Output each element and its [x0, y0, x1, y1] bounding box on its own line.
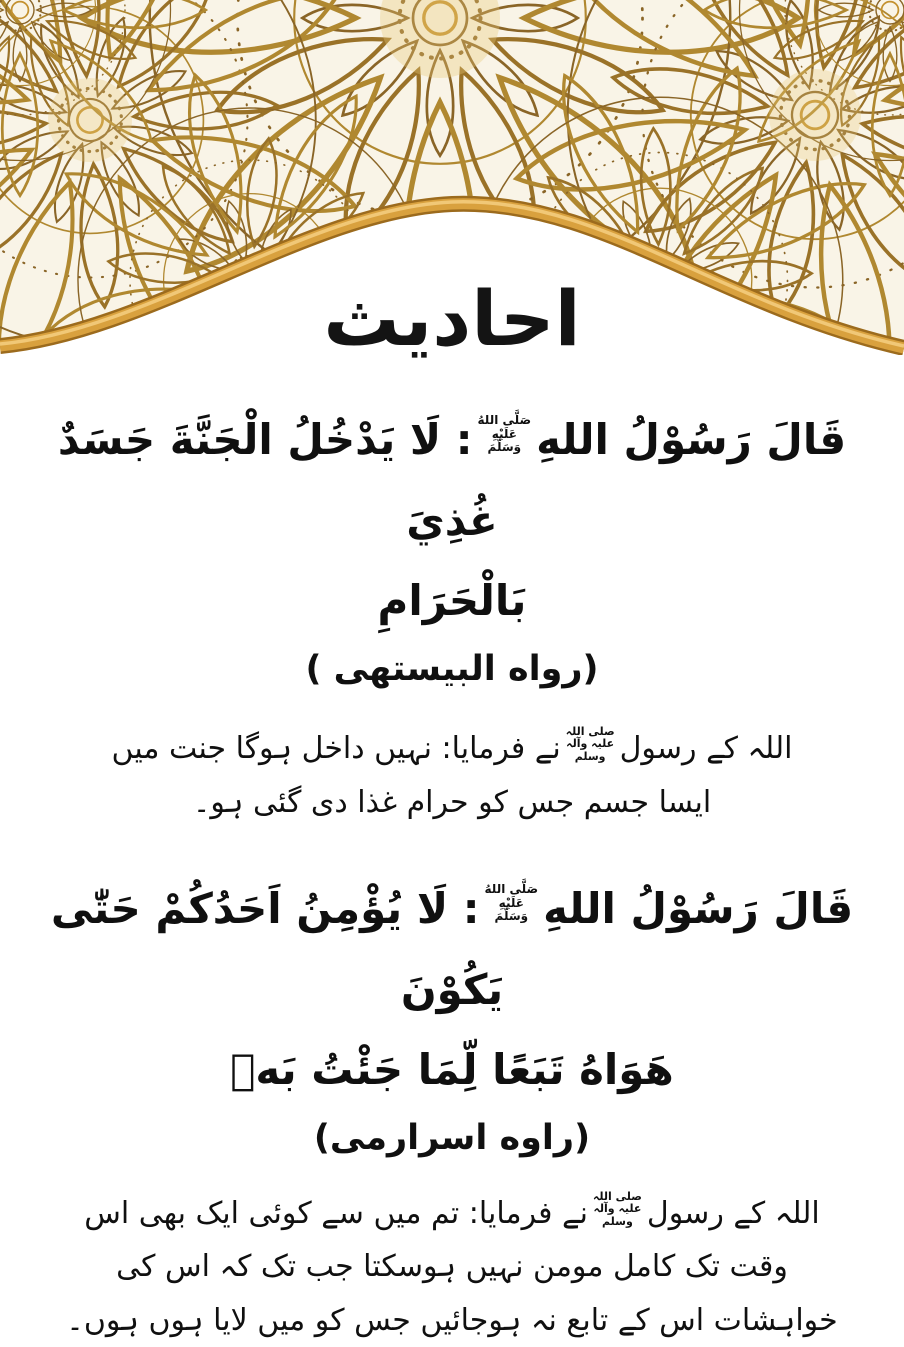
hadith2-urdu-block	[0, 1187, 904, 1347]
hadith2-urdu-line1	[30, 1187, 874, 1240]
salawat-mark: صَلَّى اللهُ عَلَيْهِ وَسَلَّمَ	[477, 412, 532, 455]
salawat-mark: صلی اللہ علیہ وآلہ وسلم	[565, 724, 615, 763]
hadith1-arabic-block	[0, 400, 904, 696]
hadith2-urdu-line1-pre: اللہ کے رسول	[646, 1196, 820, 1232]
hadith1-urdu-line1	[30, 722, 874, 775]
hadith1-urdu-line1-post: نے فرمایا: نہیں داخل ہوگا جنت میں	[111, 731, 561, 767]
hadith2-arabic-line1-post: : لَا يُؤْمِنُ اَحَدُكُمْ حَتّٰى يَكُوْنَ	[50, 883, 504, 1014]
hadith2-arabic-line2: هَوَاهُ تَبَعًا لِّمَا جَئْتُ بَهٖ	[230, 1045, 674, 1095]
hadith2-arabic-line1	[30, 869, 874, 1030]
hadith1-urdu-line1-pre: اللہ کے رسول	[619, 731, 793, 767]
hadith1-attribution: (رواه البيستهى )	[305, 648, 599, 689]
hadith1-arabic-line1	[30, 400, 874, 561]
hadith2-urdu-line2: وقت تک کامل مومن نہیں ہوسکتا جب تک کہ اس کی	[116, 1249, 788, 1285]
hadith2-arabic-line1-pre: قَالَ رَسُوْلُ اللهِ	[543, 883, 854, 933]
hadith1-arabic-line1-pre: قَالَ رَسُوْلُ اللهِ	[536, 415, 847, 464]
hadith1-urdu-block	[0, 722, 904, 829]
hadith2-attribution: (راوه اسرارمی)	[313, 1117, 591, 1158]
salawat-mark: صلی اللہ علیہ وآلہ وسلم	[592, 1189, 642, 1228]
hadith1-arabic-line2: بَالْحَرَامِ	[377, 576, 527, 626]
hadith1-urdu-line2: ایسا جسم جس کو حرام غذا دی گئی ہو۔	[192, 784, 712, 820]
hadith2-urdu-line1-post: نے فرمایا: تم میں سے کوئی ایک بھی اس	[84, 1196, 588, 1232]
hadith1-arabic-line1-post: : لَا يَدْخُلُ الْجَنَّةَ جَسَدٌ غُذِيَ	[57, 415, 498, 545]
salawat-mark: صَلَّى اللهُ عَلَيْهِ وَسَلَّمَ	[484, 881, 539, 924]
hadith2-urdu-line3: خواہشات اس کے تابع نہ ہوجائیں جس کو میں لایا ہوں ہوں۔	[66, 1302, 838, 1338]
page-title: احادیث	[323, 274, 581, 363]
hadith2-arabic-block	[0, 869, 904, 1165]
